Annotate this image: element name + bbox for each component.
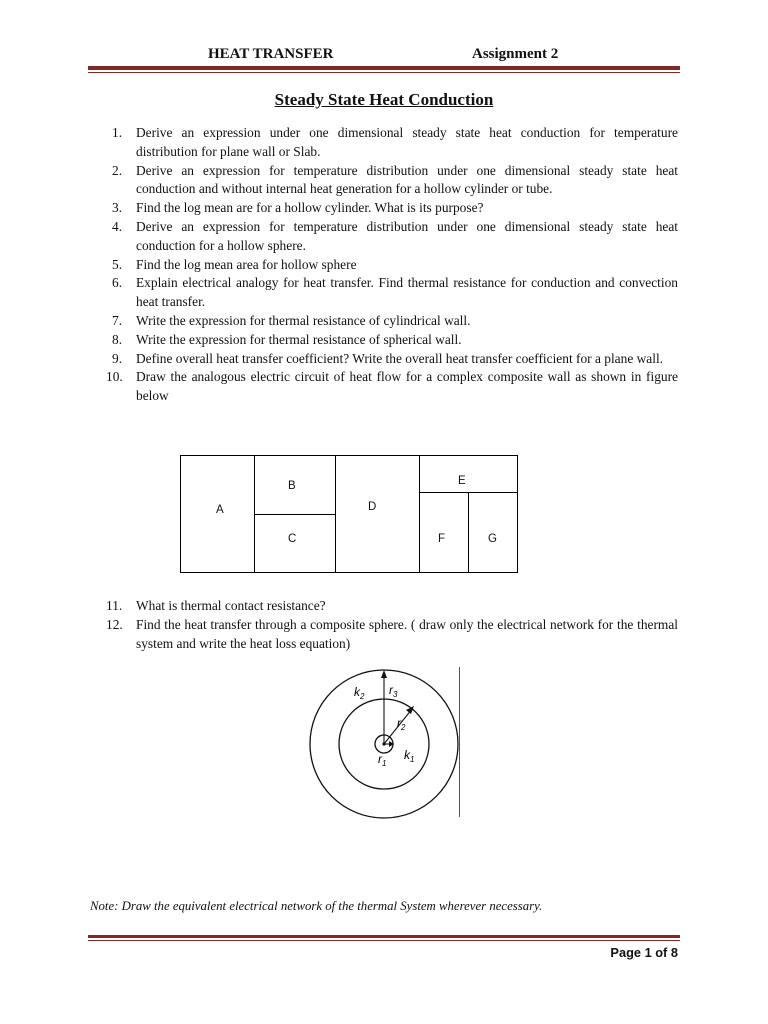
question-number: 5. (112, 256, 123, 272)
question-text: Derive an expression under one dimensional steady state heat conduction for temperature distribution for plane wall or Slab. (136, 125, 678, 159)
question-text: Define overall heat transfer coefficient? Write the overall heat transfer coefficient for a plane wall. (136, 350, 664, 366)
wall-label-b: B (288, 480, 296, 492)
question-item (98, 162, 678, 200)
question-number: 4. (112, 218, 123, 234)
label-r3: $r_3$ (389, 683, 398, 699)
wall-label-c: C (288, 533, 297, 545)
question-text: What is thermal contact resistance? (136, 598, 326, 613)
wall-label-g: G (488, 533, 497, 545)
radius-r3-arrowhead (381, 670, 387, 678)
footnote: Note: Draw the equivalent electrical network of the thermal System wherever necessary. (90, 899, 543, 913)
wall-divider (254, 514, 335, 515)
question-number: 3. (112, 200, 123, 216)
question-number: 12. (106, 616, 123, 632)
wall-label-e: E (458, 475, 466, 487)
question-item (98, 331, 678, 350)
footer-rule-thick (88, 935, 680, 938)
question-number: 6. (112, 275, 123, 291)
page-number: Page 1 of 8 (610, 945, 678, 960)
wall-divider (468, 492, 469, 572)
question-number: 8. (112, 331, 123, 347)
wall-label-d: D (368, 501, 377, 513)
header-rule-thin (88, 72, 680, 73)
question-text: Write the expression for thermal resistance of spherical wall. (136, 331, 462, 347)
question-list-part1 (98, 124, 678, 406)
question-list-part2 (98, 597, 678, 653)
question-text: Draw the analogous electric circuit of heat flow for a complex composite wall as shown in figure below (136, 369, 678, 404)
composite-sphere-figure (300, 660, 470, 830)
question-item (98, 368, 678, 406)
figure-vertical-rule (459, 667, 460, 817)
question-item (98, 274, 678, 312)
question-item (98, 256, 678, 275)
wall-divider (335, 456, 336, 572)
wall-label-f: F (438, 533, 446, 545)
question-number: 9. (112, 350, 123, 366)
wall-label-a: A (216, 504, 224, 516)
question-text: Find the heat transfer through a composite sphere. ( draw only the electrical network for the thermal system and write the heat loss equation) (136, 616, 678, 651)
question-text: Find the log mean area for hollow sphere (136, 256, 357, 272)
question-text: Derive an expression for temperature distribution under one dimensional steady state heat conduction and without internal heat generation for a hollow cylinder or tube. (136, 162, 678, 197)
question-item (98, 312, 678, 331)
footer-rule-thin (88, 940, 680, 941)
label-k1: $k_1$ (404, 748, 415, 764)
question-number: 10. (106, 369, 123, 385)
composite-wall-figure (180, 455, 518, 573)
header-rule-thick (88, 66, 680, 70)
question-item (98, 124, 678, 162)
question-text: Derive an expression for temperature distribution under one dimensional steady state heat conduction for a hollow sphere. (136, 218, 678, 253)
header-subject: HEAT TRANSFER (208, 46, 334, 62)
question-text: Explain electrical analogy for heat transfer. Find thermal resistance for conduction and convection heat transfer. (136, 275, 678, 310)
label-r1: $r_1$ (378, 752, 387, 768)
question-item (98, 597, 678, 616)
question-item (98, 218, 678, 256)
question-text: Write the expression for thermal resistance of cylindrical wall. (136, 312, 471, 328)
question-item (98, 350, 678, 369)
wall-divider (419, 456, 420, 572)
label-r2: $r_2$ (397, 716, 406, 732)
label-k2: $k_2$ (354, 685, 365, 701)
page-title: Steady State Heat Conduction (274, 90, 494, 109)
question-number: 1. (112, 125, 123, 140)
question-item (98, 616, 678, 654)
question-text: Find the log mean are for a hollow cylinder. What is its purpose? (136, 200, 484, 216)
header-assignment: Assignment 2 (472, 46, 559, 62)
question-number: 7. (112, 312, 123, 328)
question-number: 2. (112, 162, 123, 178)
question-item (98, 199, 678, 218)
question-number: 11. (106, 598, 123, 613)
